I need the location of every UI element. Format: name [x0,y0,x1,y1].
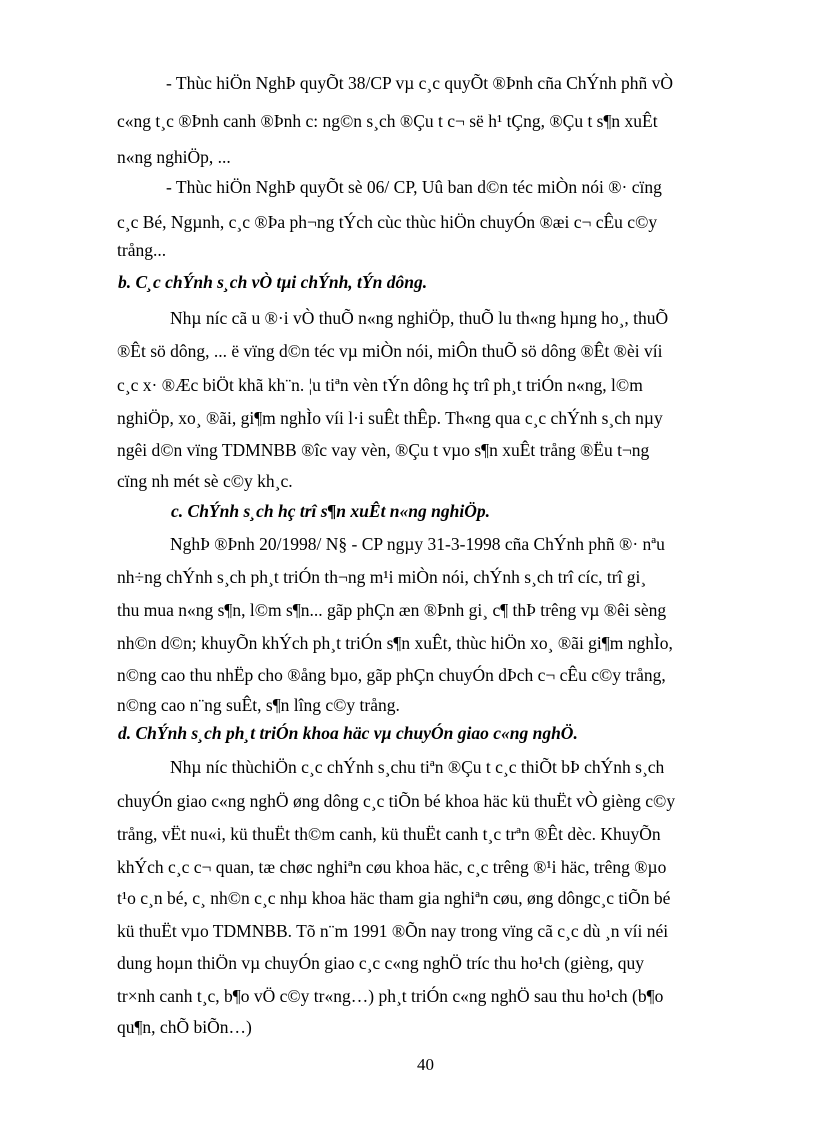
paragraph-3-line-5: ngêi d©n vïng TDMNBB ®îc vay vèn, ®Çu t vµo s¶n xuÊt trång ®Ëu t¬ng [117,440,650,460]
paragraph-5-line-3: trång, vËt nu«i, kü thuËt th©m canh, kü thuËt canh t¸c trªn ®Êt dèc. KhuyÕn [117,824,661,844]
paragraph-5-line-4: khÝch c¸c c¬ quan, tæ chøc nghiªn cøu khoa häc, c¸c trêng ®¹i häc, trêng ®µo [117,857,667,877]
paragraph-1-line-3: n«ng nghiÖp, ... [117,147,231,167]
paragraph-4-line-2: nh÷ng chÝnh s¸ch ph¸t triÓn th¬ng m¹i miÒn nói, chÝnh s¸ch trî cíc, trî gi¸ [117,567,647,587]
paragraph-4-line-6: n©ng cao n¨ng suÊt, s¶n lîng c©y trång. [117,695,400,715]
paragraph-5-line-7: dung hoµn thiÖn vµ chuyÓn giao c¸c c«ng nghÖ tríc thu ho¹ch (gièng, quy [117,953,644,973]
section-heading-b: b. C¸c chÝnh s¸ch vÒ tµi chÝnh, tÝn dông. [118,272,428,292]
section-heading-c: c. ChÝnh s¸ch hç trî s¶n xuÊt n«ng nghiÖp. [171,501,490,521]
paragraph-5-line-6: kü thuËt vµo TDMNBB. Tõ n¨m 1991 ®Õn nay trong vïng cã c¸c dù ¸n víi néi [117,921,669,941]
paragraph-5-line-8: tr×nh canh t¸c, b¶o vÖ c©y tr«ng…) ph¸t triÓn c«ng nghÖ sau thu ho¹ch (b¶o [117,986,664,1006]
page-number: 40 [417,1055,434,1074]
paragraph-5-line-9: qu¶n, chÕ biÕn…) [117,1017,252,1037]
paragraph-3-line-1: Nhµ níc cã u ®·i vÒ thuÕ n«ng nghiÖp, thuÕ lu th«ng hµng ho¸, thuÕ [170,308,669,328]
paragraph-2-line-2: c¸c Bé, Ngµnh, c¸c ®Þa ph¬ng tÝch cùc thùc hiÖn chuyÓn ®æi c¬ cÊu c©y [117,212,658,232]
paragraph-4-line-5: n©ng cao thu nhËp cho ®ång bµo, gãp phÇn chuyÓn dÞch c¬ cÊu c©y trång, [117,665,666,685]
paragraph-4-line-1: NghÞ ®Þnh 20/1998/ N§ - CP ngµy 31-3-1998 cña ChÝnh phñ ®· nªu [170,534,665,554]
paragraph-5-line-5: t¹o c¸n bé, c¸ nh©n c¸c nhµ khoa häc tham gia nghiªn cøu, øng dôngc¸c tiÕn bé [117,888,671,908]
paragraph-3-line-2: ®Êt sö dông, ... ë vïng d©n téc vµ miÒn nói, miÔn thuÕ sö dông ®Êt ®èi víi [117,341,663,361]
paragraph-5-line-2: chuyÓn giao c«ng nghÖ øng dông c¸c tiÕn bé khoa häc kü thuËt vÒ gièng c©y [117,791,676,811]
paragraph-3-line-4: nghiÖp, xo¸ ®ãi, gi¶m nghÌo víi l·i suÊt thÊp. Th«ng qua c¸c chÝnh s¸ch nµy [117,408,663,428]
paragraph-4-line-3: thu mua n«ng s¶n, l©m s¶n... gãp phÇn æn ®Þnh gi¸ c¶ thÞ trêng vµ ®êi sèng [117,600,667,620]
paragraph-2-line-3: trång... [117,240,167,260]
paragraph-1-line-2: c«ng t¸c ®Þnh canh ®Þnh c: ng©n s¸ch ®Çu t c¬ së h¹ tÇng, ®Çu t s¶n xuÊt [117,111,658,131]
paragraph-5-line-1: Nhµ níc thùchiÖn c¸c chÝnh s¸chu tiªn ®Çu t c¸c thiÕt bÞ chÝnh s¸ch [170,757,665,777]
paragraph-3-line-3: c¸c x· ®Æc biÖt khã kh¨n. ¦u tiªn vèn tÝn dông hç trî ph¸t triÓn n«ng, l©m [117,375,643,395]
paragraph-2-line-1: - Thùc hiÖn NghÞ quyÕt sè 06/ CP, Uû ban d©n téc miÒn nói ®· cïng [166,177,662,197]
paragraph-4-line-4: nh©n d©n; khuyÕn khÝch ph¸t triÓn s¶n xuÊt, thùc hiÖn xo¸ ®ãi gi¶m nghÌo, [117,633,673,653]
section-heading-d: d. ChÝnh s¸ch ph¸t triÓn khoa häc vµ chuyÓn giao c«ng nghÖ. [118,723,578,743]
paragraph-1-line-1: - Thùc hiÖn NghÞ quyÕt 38/CP vµ c¸c quyÕt ®Þnh cña ChÝnh phñ vÒ [166,73,674,93]
paragraph-3-line-6: cïng nh mét sè c©y kh¸c. [117,471,293,491]
